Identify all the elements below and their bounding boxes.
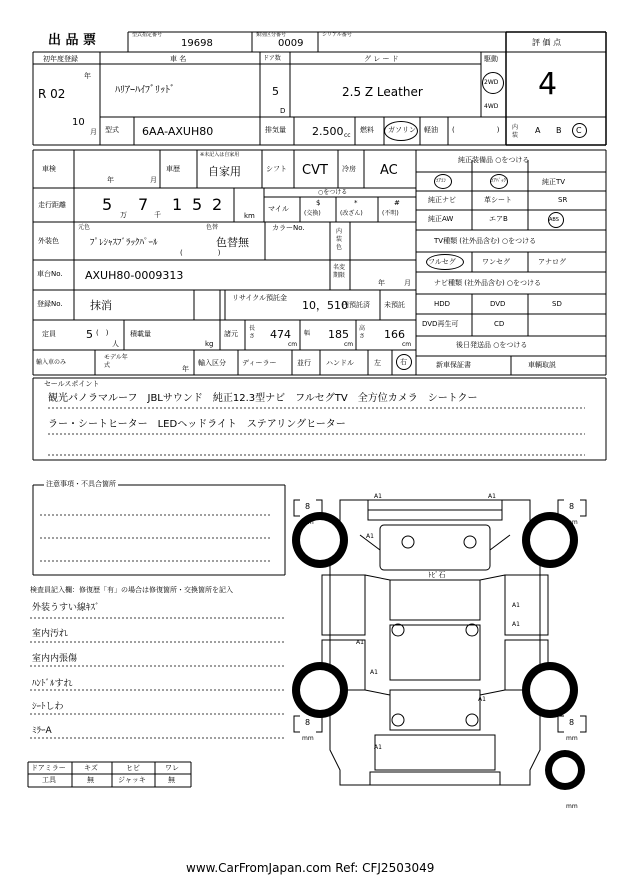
- parallel-label: 並行: [297, 359, 311, 367]
- interior-b: B: [556, 126, 562, 135]
- grade-label: グ レ ー ド: [364, 55, 399, 63]
- inspector-label: 検査員記入欄：修復歴「有」の場合は修復箇所・交換箇所を記入: [30, 586, 233, 594]
- note-item-6: ﾐﾗｰA: [32, 726, 52, 736]
- grade-value: 2.5 Z Leather: [342, 85, 423, 99]
- car-name: ﾊﾘｱｰﾊｲﾌﾞﾘｯﾄﾞ: [115, 85, 175, 96]
- shift-label: シフト: [266, 165, 287, 173]
- handle-right: 右: [400, 358, 407, 366]
- capacity-value: 5: [86, 328, 93, 341]
- year-unit: 年: [84, 72, 91, 80]
- legend-mirror: ドアミラー: [31, 764, 66, 772]
- score-value: 4: [538, 67, 558, 102]
- doors-label: ドア数: [263, 55, 281, 62]
- equip-leather: 革シート: [484, 196, 512, 204]
- oil-label: 軽油: [424, 126, 438, 134]
- disp-unit: cc: [344, 132, 351, 139]
- nav-dvd-play: DVD再生可: [422, 320, 459, 328]
- model-year-label: モデル年式: [104, 354, 128, 369]
- sales-line-1: 観光パノラマルーフ JBLサウンド 純正12.3型ナビ フルセグTV 全方位カメラ シートクー: [48, 393, 478, 404]
- load-label: 積載量: [130, 330, 151, 338]
- mileage-digit-3: 1: [172, 195, 183, 214]
- equip-title: 純正装備品 ○をつける: [458, 156, 530, 164]
- model-year-unit: 年: [182, 365, 189, 373]
- handle-label: ハンドル: [326, 359, 354, 367]
- drive-label: 駆動: [484, 55, 498, 63]
- shaken-month: 月: [150, 176, 157, 184]
- damage-mark-9: A1: [374, 744, 382, 751]
- fuel-label: 燃料: [360, 126, 374, 134]
- tire-rr-value: 8: [569, 718, 575, 727]
- first-reg-label: 初年度登録: [43, 55, 78, 63]
- height-value: 166: [384, 328, 405, 341]
- recycle-label: リサイクル預託金: [232, 294, 288, 302]
- length-label: 長さ: [249, 325, 256, 340]
- sales-line-2: ラー・シートヒーター LEDヘッドライト ステアリングヒーター: [48, 419, 346, 430]
- handle-left: 左: [374, 359, 381, 367]
- form-title: 出 品 票: [48, 33, 97, 48]
- use-note: ※未記入は自家用: [200, 152, 240, 158]
- damage-mark-2: A1: [488, 493, 496, 500]
- note-item-4: ﾊﾝﾄﾞﾙすれ: [32, 679, 73, 689]
- later-manual: 車輌取説: [528, 361, 556, 369]
- tire-fl-value: 8: [305, 502, 311, 511]
- repaint-paren: ( ): [180, 249, 221, 257]
- damage-mark-6: A1: [356, 639, 364, 646]
- shaken-year: 年: [107, 176, 114, 184]
- cool-value: AC: [380, 163, 398, 178]
- nav-cd: CD: [494, 320, 505, 328]
- color-label: 外装色: [38, 237, 59, 245]
- model-label: 型式: [105, 126, 119, 134]
- mile-tamper: (改ざん): [340, 210, 363, 217]
- later-warranty: 新車保証書: [436, 361, 471, 369]
- tv-fullseg: フルセグ: [428, 258, 456, 266]
- damage-mark-1: A1: [374, 493, 382, 500]
- legend-crack: ヒビ: [126, 764, 140, 772]
- footer-watermark: www.CarFromJapan.com Ref: CFJ2503049: [186, 861, 435, 875]
- recycle-done: 円預託済: [342, 301, 370, 309]
- nav-sd: SD: [552, 300, 562, 308]
- type-no-label: 型式指定番号: [132, 32, 163, 38]
- legend-scratch: キズ: [84, 764, 98, 772]
- width-unit: cm: [344, 341, 354, 348]
- legend-tools-value: 無: [87, 776, 94, 784]
- import-kind-label: 輸入区分: [198, 359, 226, 367]
- drive-2wd: 2WD: [484, 79, 499, 86]
- color-orig-label: 元色: [78, 224, 91, 231]
- deregister-label: 登録No.: [37, 300, 63, 308]
- mile-sym-1: $: [316, 199, 321, 207]
- width-value: 185: [328, 328, 349, 341]
- shaken-label: 車検: [42, 165, 56, 173]
- tv-analog: アナログ: [538, 258, 566, 266]
- interior-c: C: [576, 126, 582, 135]
- equip-aw: 純正AW: [428, 215, 454, 223]
- reg-month: 10: [72, 117, 85, 128]
- fuel-value: ガソリン: [388, 126, 416, 134]
- class-no: 0009: [278, 38, 304, 49]
- legend-tools: 工具: [42, 776, 56, 784]
- legend-jack: ジャッキ: [118, 776, 146, 784]
- mileage-digit-4: 5: [192, 195, 203, 214]
- mileage-digit-1: 5: [102, 195, 113, 214]
- mile-exchange: (交換): [304, 210, 321, 217]
- notes-label: 注意事項・不具合箇所: [46, 480, 116, 488]
- cool-label: 冷房: [342, 165, 356, 173]
- equip-ac: ｴｱｺﾝ: [436, 178, 447, 184]
- mile-sym-3: #: [394, 199, 400, 207]
- damage-mark-7: A1: [370, 669, 378, 676]
- model-value: 6AA-AXUH80: [142, 125, 214, 138]
- int-color-label: 内装色: [336, 228, 343, 251]
- mileage-unit: km: [244, 212, 255, 220]
- score-label: 評 価 点: [532, 38, 562, 47]
- serial-label: シリアル番号: [322, 32, 352, 38]
- length-unit: cm: [288, 341, 298, 348]
- tv-title: TV種類 (社外品含む) ○をつける: [434, 237, 537, 245]
- length-value: 474: [270, 328, 291, 341]
- chassis-value: AXUH80-0009313: [85, 269, 184, 282]
- color-no-label: カラーNo.: [272, 224, 305, 232]
- nc-month: 月: [404, 279, 411, 287]
- width-label: 幅: [304, 330, 311, 337]
- tire-fl-unit: mm: [302, 519, 314, 526]
- equip-navi: 純正ナビ: [428, 196, 456, 204]
- tv-oneseg: ワンセグ: [482, 258, 510, 266]
- height-unit: cm: [402, 341, 412, 348]
- capacity-paren: ( ): [96, 329, 109, 337]
- chip-mark: ﾄﾋﾞ石: [428, 571, 446, 579]
- tire-rl-value: 8: [305, 718, 311, 727]
- car-damage-diagram: [280, 480, 610, 810]
- interior-label: 内装: [512, 124, 519, 139]
- doors-value: 5: [272, 85, 279, 98]
- class-no-label: 類別区分番号: [256, 32, 287, 38]
- spare-unit: mm: [566, 803, 578, 810]
- equip-airbag: ｴｱﾊﾞｯｸﾞ: [491, 178, 509, 184]
- load-unit: kg: [205, 340, 214, 348]
- mileage-unit-man: 万: [120, 211, 127, 219]
- import-label: 輸入車のみ: [36, 359, 67, 366]
- drive-4wd: 4WD: [484, 103, 499, 110]
- nav-title: ナビ種類 (社外品含む) ○をつける: [434, 279, 542, 287]
- tire-fr-value: 8: [569, 502, 575, 511]
- repaint-value: 色替無: [216, 236, 249, 249]
- mile-label: マイル: [268, 205, 289, 213]
- mileage-digit-2: 7: [138, 195, 149, 214]
- damage-mark-5: A1: [512, 621, 520, 628]
- sales-label: セールスポイント: [44, 380, 100, 388]
- equip-abs: ABS: [549, 217, 559, 223]
- legend-break: ワレ: [165, 764, 179, 772]
- equip-tv: 純正TV: [542, 178, 566, 186]
- use-label: 車歴: [166, 165, 180, 173]
- type-no: 19698: [181, 38, 213, 49]
- damage-mark-3: A1: [366, 533, 374, 540]
- height-label: 高さ: [359, 325, 366, 340]
- equip-airb: エアB: [489, 215, 508, 223]
- later-title: 後日発送品 ○をつける: [456, 341, 528, 349]
- note-item-5: ｼｰﾄしわ: [32, 702, 64, 712]
- note-item-1: 外装うすい線ｷｽﾞ: [32, 603, 100, 613]
- mileage-unit-sen: 千: [154, 211, 161, 219]
- name-change-label: 名変期限: [333, 264, 346, 279]
- mileage-digit-5: 2: [212, 195, 223, 214]
- capacity-label: 定員: [42, 330, 56, 338]
- legend-jack-value: 無: [168, 776, 175, 784]
- size-label: 諸元: [224, 330, 238, 338]
- shift-value: CVT: [302, 163, 328, 178]
- recycle-not: 未預託: [384, 301, 405, 309]
- disp-label: 排気量: [265, 126, 286, 134]
- mile-sym-2: *: [354, 199, 358, 207]
- note-item-3: 室内内張傷: [32, 654, 78, 664]
- mileage-label: 走行距離: [38, 201, 66, 209]
- use-value: 自家用: [208, 165, 241, 178]
- nav-dvd: DVD: [490, 300, 506, 308]
- repaint-label: 色替: [206, 224, 219, 231]
- tire-rr-unit: mm: [566, 735, 578, 742]
- damage-mark-8: A1: [478, 696, 486, 703]
- deregister-value: 抹消: [90, 299, 112, 312]
- tire-rl-unit: mm: [302, 735, 314, 742]
- oil-paren: ( ): [452, 126, 500, 134]
- first-reg-era: R 02: [38, 87, 66, 101]
- equip-sr: SR: [558, 196, 568, 204]
- mile-unknown: (不明): [382, 210, 399, 217]
- mile-check-note: ○をつける: [318, 189, 348, 196]
- nc-year: 年: [378, 279, 385, 287]
- interior-a: A: [535, 126, 541, 135]
- recycle-value: 10，510: [302, 299, 348, 312]
- capacity-unit: 人: [112, 340, 119, 348]
- note-item-2: 室内汚れ: [32, 629, 69, 639]
- dealer-label: ディーラー: [242, 359, 277, 367]
- chassis-label: 車台No.: [37, 270, 63, 278]
- damage-mark-4: A1: [512, 602, 520, 609]
- nav-hdd: HDD: [434, 300, 451, 308]
- disp-value: 2.500: [312, 125, 344, 138]
- month-unit: 月: [90, 128, 97, 136]
- color-value: ﾌﾟﾚｼｬｽﾌﾞﾗｯｸﾊﾟｰﾙ: [90, 238, 158, 248]
- door-suffix: D: [280, 107, 286, 115]
- tire-fr-unit: mm: [566, 519, 578, 526]
- car-name-label: 車 名: [170, 55, 187, 63]
